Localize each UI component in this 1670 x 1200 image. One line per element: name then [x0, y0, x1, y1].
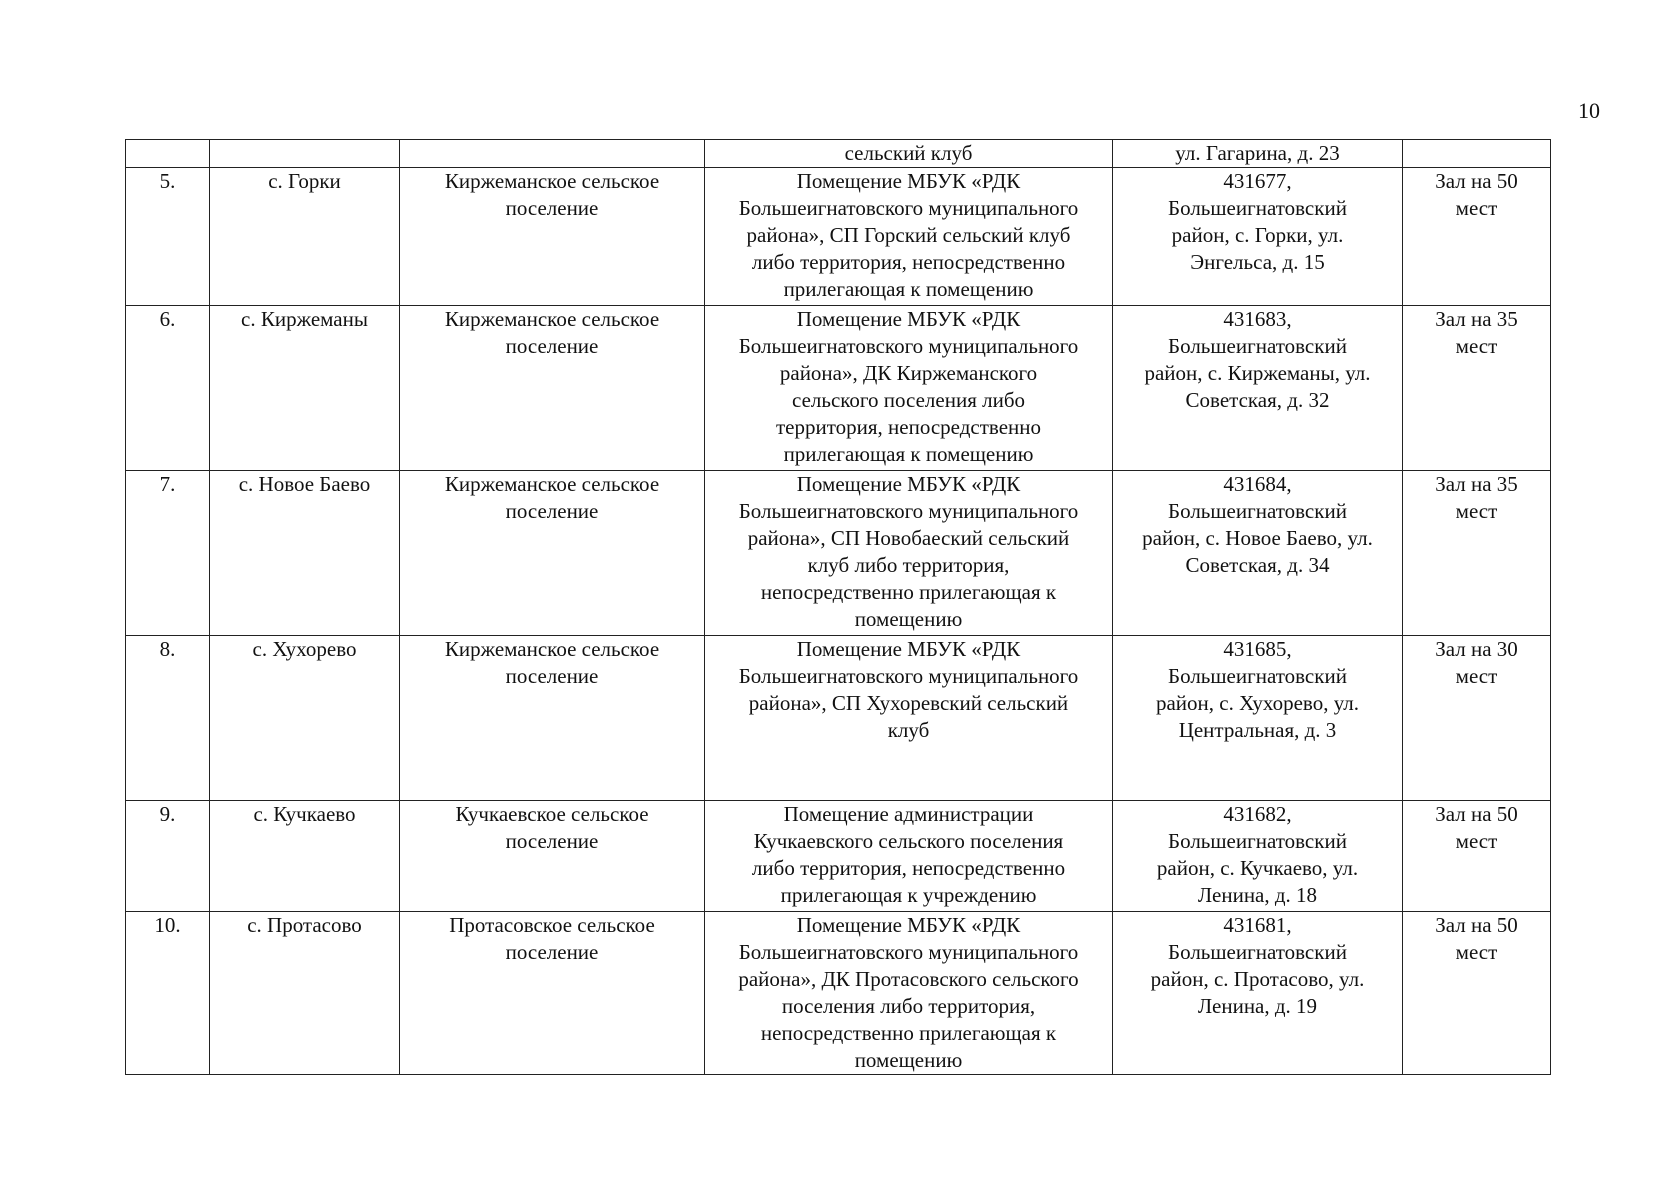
cell-venue: Помещение МБУК «РДК Большеигнатовского муниципального района», СП Новобаеский сельский клуб либо территория, непосредственно прилегающая к помещению [705, 471, 1113, 636]
cell-municipality [400, 140, 705, 168]
table-row [126, 471, 1551, 636]
cell-address: 431684, Большеигнатовский район, с. Новое Баево, ул. Советская, д. 34 [1113, 471, 1403, 636]
cell-municipality: Протасовское сельское поселение [400, 912, 705, 1075]
polling-venues-table [125, 139, 1551, 1075]
cell-address: 431681, Большеигнатовский район, с. Протасово, ул. Ленина, д. 19 [1113, 912, 1403, 1075]
cell-number: 9. [126, 801, 210, 912]
cell-municipality: Киржеманское сельское поселение [400, 306, 705, 471]
cell-number [126, 140, 210, 168]
page-number: 10 [1578, 98, 1600, 123]
cell-address: 431683, Большеигнатовский район, с. Киржеманы, ул. Советская, д. 32 [1113, 306, 1403, 471]
cell-settlement: с. Хухорево [210, 636, 400, 801]
cell-venue: Помещение МБУК «РДК Большеигнатовского муниципального района», ДК Киржеманского сельского поселения либо территория, непосредственно прилегающая к помещению [705, 306, 1113, 471]
cell-number: 8. [126, 636, 210, 801]
table-row [126, 801, 1551, 912]
cell-number: 6. [126, 306, 210, 471]
table-row [126, 168, 1551, 306]
cell-capacity: Зал на 30 мест [1403, 636, 1551, 801]
table-row [126, 636, 1551, 801]
table-row [126, 306, 1551, 471]
cell-venue: сельский клуб [705, 140, 1113, 168]
cell-number: 10. [126, 912, 210, 1075]
cell-venue: Помещение МБУК «РДК Большеигнатовского муниципального района», СП Горский сельский клуб либо территория, непосредственно прилегающая к помещению [705, 168, 1113, 306]
cell-settlement [210, 140, 400, 168]
cell-municipality: Киржеманское сельское поселение [400, 168, 705, 306]
table-row-continuation [126, 140, 1551, 168]
cell-capacity [1403, 140, 1551, 168]
cell-municipality: Киржеманское сельское поселение [400, 471, 705, 636]
cell-address: ул. Гагарина, д. 23 [1113, 140, 1403, 168]
cell-settlement: с. Новое Баево [210, 471, 400, 636]
cell-settlement: с. Киржеманы [210, 306, 400, 471]
cell-municipality: Кучкаевское сельское поселение [400, 801, 705, 912]
cell-capacity: Зал на 35 мест [1403, 306, 1551, 471]
cell-number: 5. [126, 168, 210, 306]
cell-venue: Помещение МБУК «РДК Большеигнатовского муниципального района», СП Хухоревский сельский клуб [705, 636, 1113, 801]
cell-capacity: Зал на 50 мест [1403, 912, 1551, 1075]
cell-address: 431685, Большеигнатовский район, с. Хухорево, ул. Центральная, д. 3 [1113, 636, 1403, 801]
cell-settlement: с. Горки [210, 168, 400, 306]
cell-capacity: Зал на 35 мест [1403, 471, 1551, 636]
cell-capacity: Зал на 50 мест [1403, 168, 1551, 306]
table-row [126, 912, 1551, 1075]
cell-municipality: Киржеманское сельское поселение [400, 636, 705, 801]
cell-address: 431682, Большеигнатовский район, с. Кучкаево, ул. Ленина, д. 18 [1113, 801, 1403, 912]
cell-settlement: с. Кучкаево [210, 801, 400, 912]
cell-venue: Помещение администрации Кучкаевского сельского поселения либо территория, непосредственно прилегающая к учреждению [705, 801, 1113, 912]
cell-number: 7. [126, 471, 210, 636]
cell-capacity: Зал на 50 мест [1403, 801, 1551, 912]
cell-venue: Помещение МБУК «РДК Большеигнатовского муниципального района», ДК Протасовского сельского поселения либо территория, непосредственно прилегающая к помещению [705, 912, 1113, 1075]
cell-settlement: с. Протасово [210, 912, 400, 1075]
cell-address: 431677, Большеигнатовский район, с. Горки, ул. Энгельса, д. 15 [1113, 168, 1403, 306]
